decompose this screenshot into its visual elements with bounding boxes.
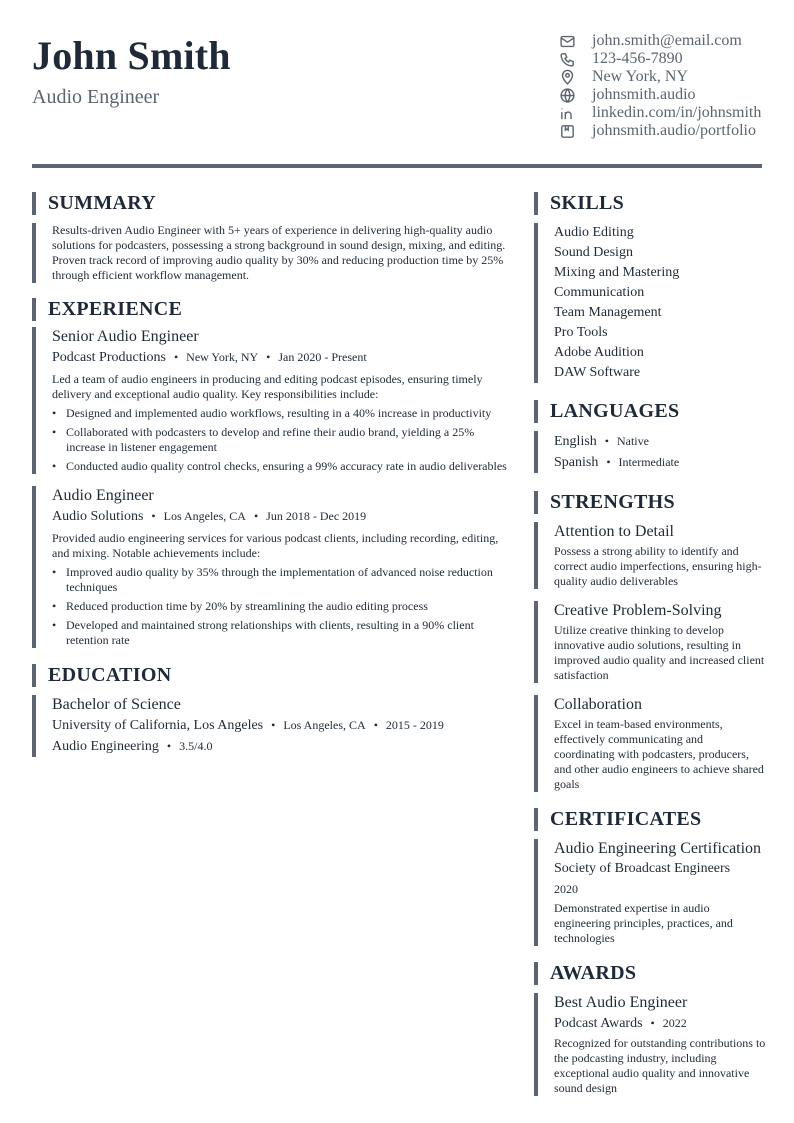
award-issuer: Podcast Awards <box>554 1016 643 1031</box>
job-dates: Jan 2020 - Present <box>278 350 367 364</box>
list-item: • Conducted audio quality control checks, ensuring a 99% accuracy rate in audio deliverables <box>52 459 510 474</box>
job-bullets <box>52 406 510 474</box>
job-description: Provided audio engineering services for various podcast clients, including recording, editing, and mixing. Notable achievements include: <box>52 531 499 560</box>
school-name: University of California, Los Angeles <box>52 718 264 733</box>
school-meta: University of California, Los Angeles • Los Angeles, CA • 2015 - 2019 <box>52 718 444 733</box>
list-item: DAW Software <box>554 365 641 380</box>
strength-title: Creative Problem-Solving <box>554 602 722 619</box>
languages-heading: LANGUAGES <box>534 400 766 423</box>
globe-icon <box>559 87 576 104</box>
strength-entry <box>534 601 766 683</box>
skills-heading: SKILLS <box>534 192 766 215</box>
strength-title: Attention to Detail <box>554 523 674 540</box>
strength-desc: Utilize creative thinking to develop innovative audio solutions, resulting in improved audio quality and increased client satisfaction <box>554 623 765 682</box>
list-item: Communication <box>554 285 645 300</box>
right-column <box>534 192 766 1096</box>
phone-icon <box>559 51 576 68</box>
gpa: 3.5/4.0 <box>179 739 213 753</box>
certificate-year: 2020 <box>554 882 578 896</box>
contact-phone[interactable] <box>559 50 769 68</box>
list-item: Pro Tools <box>554 325 608 340</box>
job-bullets <box>52 565 510 648</box>
skills-list <box>534 223 766 383</box>
list-item: • Collaborated with podcasters to develop and refine their audio brand, yielding a 25% increase in listener engagement <box>52 425 510 455</box>
strength-entry <box>534 522 766 589</box>
summary-heading: SUMMARY <box>32 192 510 215</box>
contact-email[interactable] <box>559 32 769 50</box>
job-entry <box>32 486 510 648</box>
list-item: Team Management <box>554 305 662 320</box>
certificate-title: Audio Engineering Certification <box>554 840 762 857</box>
award-entry <box>534 993 766 1096</box>
location-icon <box>559 69 576 86</box>
school-dates: 2015 - 2019 <box>385 718 444 732</box>
experience-heading: EXPERIENCE <box>32 298 510 321</box>
list-item: Audio Editing <box>554 225 634 240</box>
school-location: Los Angeles, CA <box>283 718 366 732</box>
awards-heading: AWARDS <box>534 962 766 985</box>
email-text: john.smith@email.com <box>592 32 742 49</box>
language-name: English <box>554 434 597 449</box>
list-item: Spanish • Intermediate <box>554 455 680 470</box>
phone-text: 123-456-7890 <box>592 50 683 67</box>
award-meta: Podcast Awards • 2022 <box>554 1016 687 1031</box>
job-meta: Audio Solutions • Los Angeles, CA • Jun 2018 - Dec 2019 <box>52 509 367 524</box>
job-entry <box>32 327 510 474</box>
certificate-issuer: Society of Broadcast Engineers <box>554 861 731 876</box>
languages-list <box>534 431 766 473</box>
certificate-desc: Demonstrated expertise in audio engineering principles, practices, and technologies <box>554 901 733 945</box>
contact-list <box>559 32 769 140</box>
list-item: • Reduced production time by 20% by streamlining the audio editing process <box>52 599 510 614</box>
website-text: johnsmith.audio <box>592 86 696 103</box>
strength-title: Collaboration <box>554 696 642 713</box>
contact-location <box>559 68 769 86</box>
job-company: Podcast Productions <box>52 350 166 365</box>
job-location: Los Angeles, CA <box>163 509 246 523</box>
job-title: Audio Engineer <box>32 86 160 108</box>
language-level: Intermediate <box>618 455 680 469</box>
list-item: Mixing and Mastering <box>554 265 680 280</box>
job-description: Led a team of audio engineers in producing and editing podcast episodes, ensuring timely delivery and exceptional audio quality. Key responsibilities include: <box>52 372 483 401</box>
strength-entry <box>534 695 766 792</box>
candidate-name: John Smith <box>32 33 231 78</box>
award-desc: Recognized for outstanding contributions to the podcasting industry, including exceptional audio quality and innovative sound design <box>554 1036 766 1095</box>
strength-desc: Possess a strong ability to identify and correct audio imperfections, ensuring high-quality audio deliverables <box>554 544 762 588</box>
job-location: New York, NY <box>186 350 259 364</box>
major-meta: Audio Engineering • 3.5/4.0 <box>52 739 213 754</box>
job-company: Audio Solutions <box>52 509 144 524</box>
location-text: New York, NY <box>592 68 689 85</box>
summary-text: Results-driven Audio Engineer with 5+ years of experience in delivering high-quality audio solutions for podcasters, possessing a strong background in sound design, mixing, and editing. Proven track record of improving audio quality by 30% and reducing production time by 25% through efficient workflow management. <box>52 223 506 282</box>
list-item: English • Native <box>554 434 649 449</box>
degree: Bachelor of Science <box>52 696 181 713</box>
list-item: • Designed and implemented audio workflows, resulting in a 40% increase in productivity <box>52 406 510 421</box>
resume-header <box>32 0 762 168</box>
certificates-heading: CERTIFICATES <box>534 808 766 831</box>
list-item: • Improved audio quality by 35% through the implementation of advanced noise reduction techniques <box>52 565 510 595</box>
language-level: Native <box>616 434 649 448</box>
job-dates: Jun 2018 - Dec 2019 <box>266 509 367 523</box>
job-position: Audio Engineer <box>52 487 154 504</box>
language-name: Spanish <box>554 455 599 470</box>
education-entry <box>32 695 510 757</box>
list-item: • Developed and maintained strong relationships with clients, resulting in a 90% client retention rate <box>52 618 510 648</box>
job-position: Senior Audio Engineer <box>52 328 199 345</box>
award-year: 2022 <box>662 1016 687 1030</box>
contact-website[interactable] <box>559 86 769 104</box>
contact-linkedin[interactable] <box>559 104 769 122</box>
contact-portfolio[interactable] <box>559 122 769 140</box>
certificate-entry <box>534 839 766 946</box>
summary-section <box>32 223 510 283</box>
portfolio-text: johnsmith.audio/portfolio <box>592 122 756 139</box>
education-heading: EDUCATION <box>32 664 510 687</box>
award-title: Best Audio Engineer <box>554 994 688 1011</box>
major: Audio Engineering <box>52 739 159 754</box>
mail-icon <box>559 33 576 50</box>
strength-desc: Excel in team-based environments, effectively communicating and coordinating with podcasters, producers, and other audio engineers to achieve shared goals <box>554 717 764 791</box>
portfolio-icon <box>559 123 576 140</box>
strengths-heading: STRENGTHS <box>534 491 766 514</box>
left-column <box>32 192 510 757</box>
list-item: Adobe Audition <box>554 345 644 360</box>
linkedin-icon <box>559 105 576 122</box>
linkedin-text: linkedin.com/in/johnsmith <box>592 104 762 121</box>
list-item: Sound Design <box>554 245 633 260</box>
job-meta: Podcast Productions • New York, NY • Jan 2020 - Present <box>52 350 367 365</box>
